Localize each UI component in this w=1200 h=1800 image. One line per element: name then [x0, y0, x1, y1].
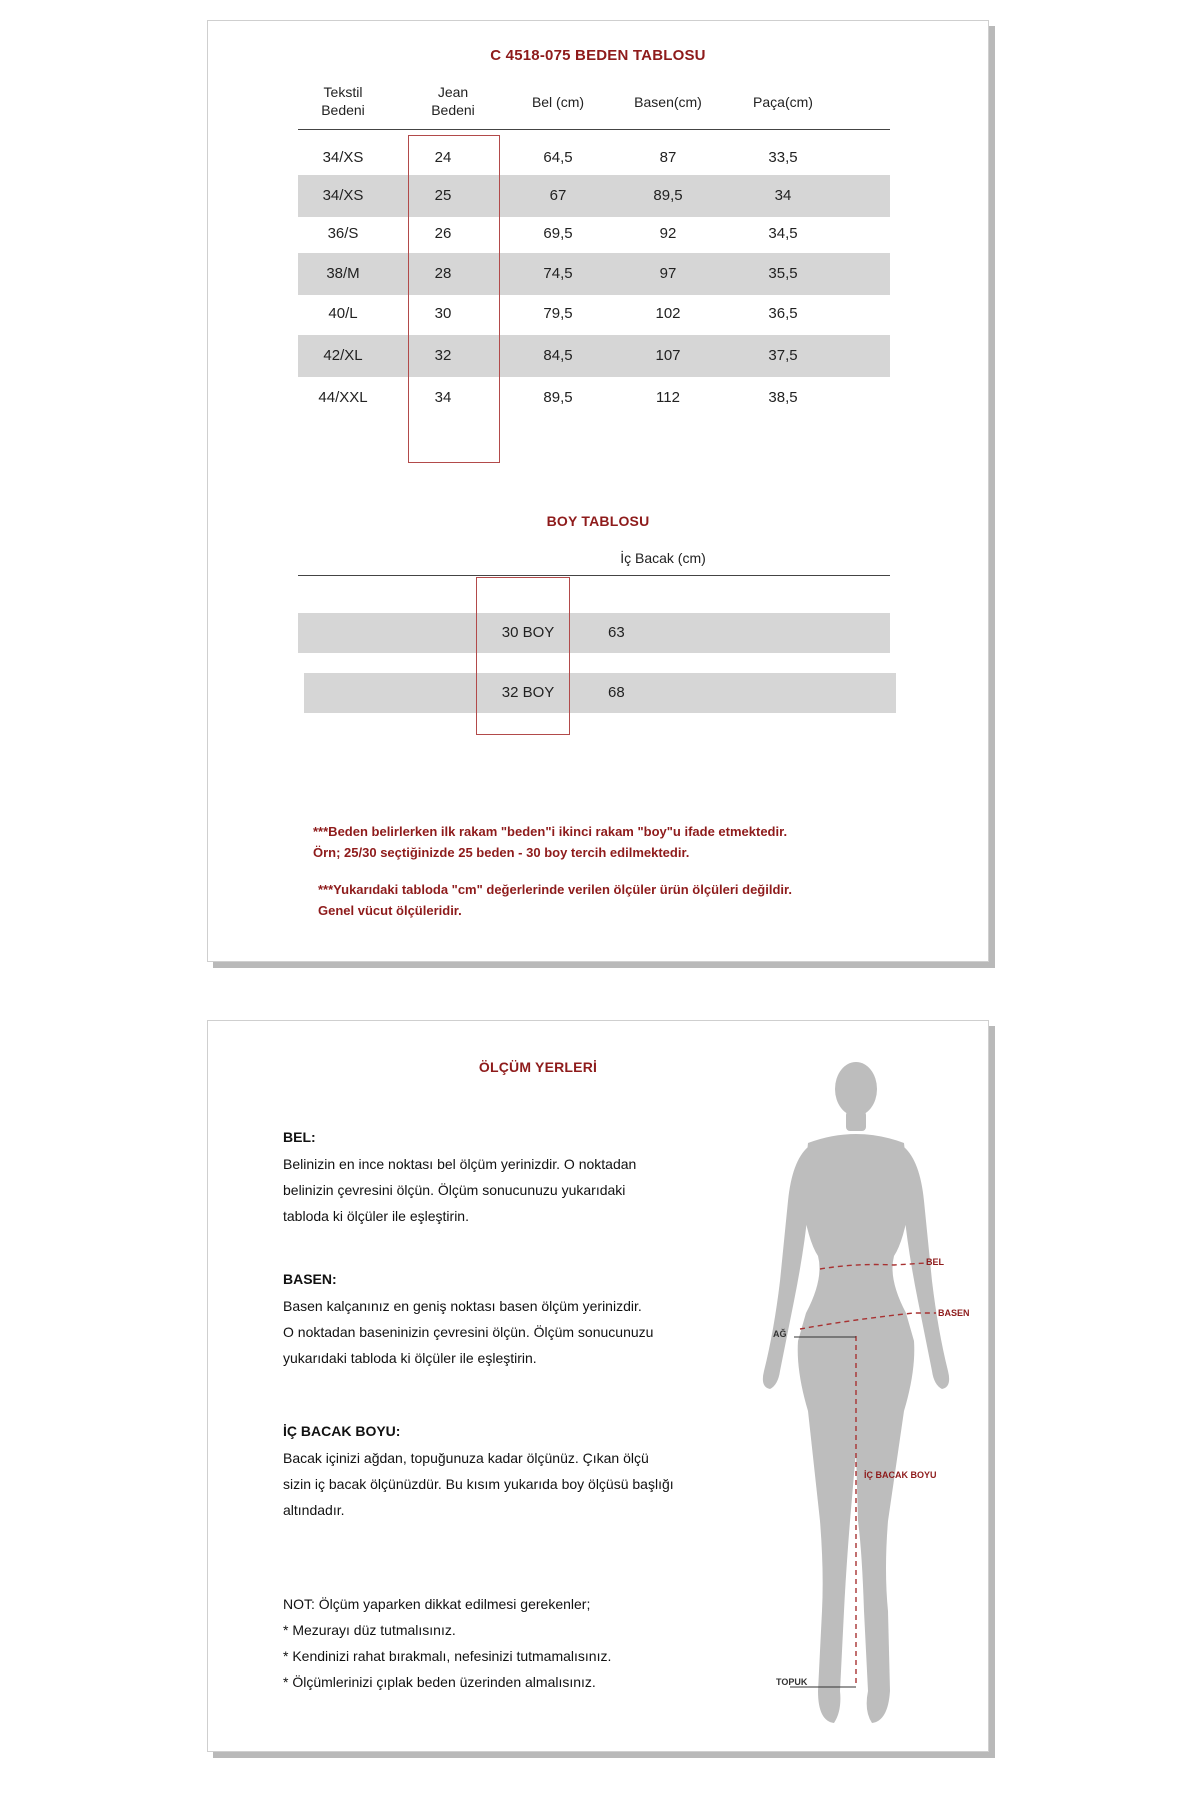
size-note-1 — [313, 821, 913, 863]
ic-bacak-line: sizin iç bacak ölçünüzdür. Bu kısım yukarıda boy ölçüsü başlığı — [283, 1476, 674, 1492]
basen-heading: BASEN: — [283, 1271, 337, 1287]
size-table-row — [298, 137, 890, 179]
measurement-notes — [283, 1591, 743, 1695]
paca-cell: 34,5 — [768, 225, 798, 242]
size-table-row — [298, 175, 890, 217]
ic-bacak-line: Bacak içinizi ağdan, topuğunuza kadar ölçünüz. Çıkan ölçü — [283, 1450, 649, 1466]
length-table-row — [298, 613, 890, 653]
size-chart-card — [207, 20, 989, 962]
length-table-header: İç Bacak (cm) — [620, 550, 706, 566]
note-line: * Kendinizi rahat bırakmalı, nefesinizi tutmamalısınız. — [283, 1648, 612, 1664]
paca-cell: 37,5 — [768, 347, 798, 364]
jean-size-cell: 30 — [434, 305, 452, 322]
boy-cell: 32 BOY — [501, 684, 555, 701]
basen-cell: 97 — [659, 265, 677, 282]
basen-description — [283, 1293, 743, 1371]
basen-cell: 112 — [656, 389, 680, 406]
tekstil-size-cell: 42/XL — [323, 347, 363, 364]
length-table-row — [304, 673, 896, 713]
size-note-1-line-2: Örn; 25/30 seçtiğinizde 25 beden - 30 boy tercih edilmektedir. — [313, 845, 690, 860]
tekstil-size-cell: 36/S — [327, 225, 359, 242]
paca-cell: 38,5 — [768, 389, 798, 406]
size-table-row — [298, 335, 890, 377]
bel-cell: 79,5 — [543, 305, 573, 322]
paca-cell: 34 — [774, 187, 792, 204]
bel-cell: 74,5 — [543, 265, 573, 282]
paca-cell: 36,5 — [768, 305, 798, 322]
ic-bacak-cell: 63 — [608, 624, 625, 641]
size-table-row — [298, 377, 890, 419]
tekstil-size-cell: 44/XXL — [318, 389, 368, 406]
body-silhouette-figure — [738, 1051, 958, 1741]
note-line: NOT: Ölçüm yaparken dikkat edilmesi gerekenler; — [283, 1596, 591, 1612]
bel-cell: 69,5 — [543, 225, 573, 242]
basen-line: Basen kalçanınız en geniş noktası basen ölçüm yerinizdir. — [283, 1298, 642, 1314]
bel-cell: 64,5 — [543, 149, 573, 166]
basen-cell: 87 — [659, 149, 677, 166]
header-paca: Paça(cm) — [753, 94, 813, 110]
jean-size-highlight-box — [408, 135, 500, 463]
bel-description — [283, 1151, 743, 1229]
header-tekstil-bedeni: Tekstil Bedeni — [321, 84, 365, 118]
size-note-2 — [318, 879, 918, 921]
size-note-1-line-1: ***Beden belirlerken ilk rakam "beden"i ikinci rakam "boy"u ifade etmektedir. — [313, 824, 788, 839]
bel-line: tabloda ki ölçüler ile eşleştirin. — [283, 1208, 469, 1224]
figure-label-basen: BASEN — [938, 1308, 970, 1318]
figure-label-topuk: TOPUK — [776, 1677, 808, 1687]
length-table-title: BOY TABLOSU — [546, 513, 650, 529]
length-highlight-box — [476, 577, 570, 735]
size-table-row — [298, 253, 890, 295]
jean-size-cell: 34 — [434, 389, 452, 406]
measurement-guide-card — [207, 1020, 989, 1752]
boy-cell: 30 BOY — [501, 624, 555, 641]
basen-cell: 102 — [655, 305, 681, 322]
note-line: * Ölçümlerinizi çıplak beden üzerinden almalısınız. — [283, 1674, 596, 1690]
size-table-row — [298, 213, 890, 255]
ic-bacak-description — [283, 1445, 743, 1523]
tekstil-size-cell: 40/L — [328, 305, 358, 322]
bel-line: belinizin çevresini ölçün. Ölçüm sonucunuzu yukarıdaki — [283, 1182, 626, 1198]
ic-bacak-line: altındadır. — [283, 1502, 345, 1518]
note-line: * Mezurayı düz tutmalısınız. — [283, 1622, 456, 1638]
guide-title: ÖLÇÜM YERLERİ — [478, 1059, 598, 1075]
bel-cell: 67 — [549, 187, 567, 204]
basen-cell: 92 — [659, 225, 677, 242]
ic-bacak-cell: 68 — [608, 684, 625, 701]
ic-bacak-heading: İÇ BACAK BOYU: — [283, 1423, 401, 1439]
bel-heading: BEL: — [283, 1129, 316, 1145]
header-divider — [298, 129, 890, 130]
basen-cell: 107 — [655, 347, 681, 364]
paca-cell: 33,5 — [768, 149, 798, 166]
jean-size-cell: 26 — [434, 225, 452, 242]
bel-cell: 89,5 — [543, 389, 573, 406]
tekstil-size-cell: 34/XS — [322, 149, 364, 166]
tekstil-size-cell: 38/M — [326, 265, 360, 282]
jean-size-cell: 25 — [434, 187, 452, 204]
jean-size-cell: 32 — [434, 347, 452, 364]
bel-line: Belinizin en ince noktası bel ölçüm yerinizdir. O noktadan — [283, 1156, 637, 1172]
figure-label-ic-bacak: İÇ BACAK BOYU — [864, 1470, 937, 1480]
jean-size-cell: 24 — [434, 149, 452, 166]
basen-line: O noktadan baseninizin çevresini ölçün. Ölçüm sonucunuzu — [283, 1324, 654, 1340]
bel-cell: 84,5 — [543, 347, 573, 364]
size-table-row — [298, 293, 890, 335]
paca-cell: 35,5 — [768, 265, 798, 282]
jean-size-cell: 28 — [434, 265, 452, 282]
basen-cell: 89,5 — [653, 187, 683, 204]
figure-label-ag: AĞ — [773, 1329, 787, 1339]
size-table-title: C 4518-075 BEDEN TABLOSU — [490, 47, 706, 64]
tekstil-size-cell: 34/XS — [322, 187, 364, 204]
figure-label-bel: BEL — [926, 1257, 944, 1267]
size-note-2-line-2: Genel vücut ölçüleridir. — [318, 903, 462, 918]
length-header-divider — [298, 575, 890, 576]
size-note-2-line-1: ***Yukarıdaki tabloda "cm" değerlerinde verilen ölçüler ürün ölçüleri değildir. — [318, 882, 792, 897]
header-bel: Bel (cm) — [531, 94, 585, 110]
header-basen: Basen(cm) — [634, 94, 702, 110]
basen-line: yukarıdaki tabloda ki ölçüler ile eşleştirin. — [283, 1350, 537, 1366]
header-jean-bedeni: Jean Bedeni — [431, 84, 475, 118]
